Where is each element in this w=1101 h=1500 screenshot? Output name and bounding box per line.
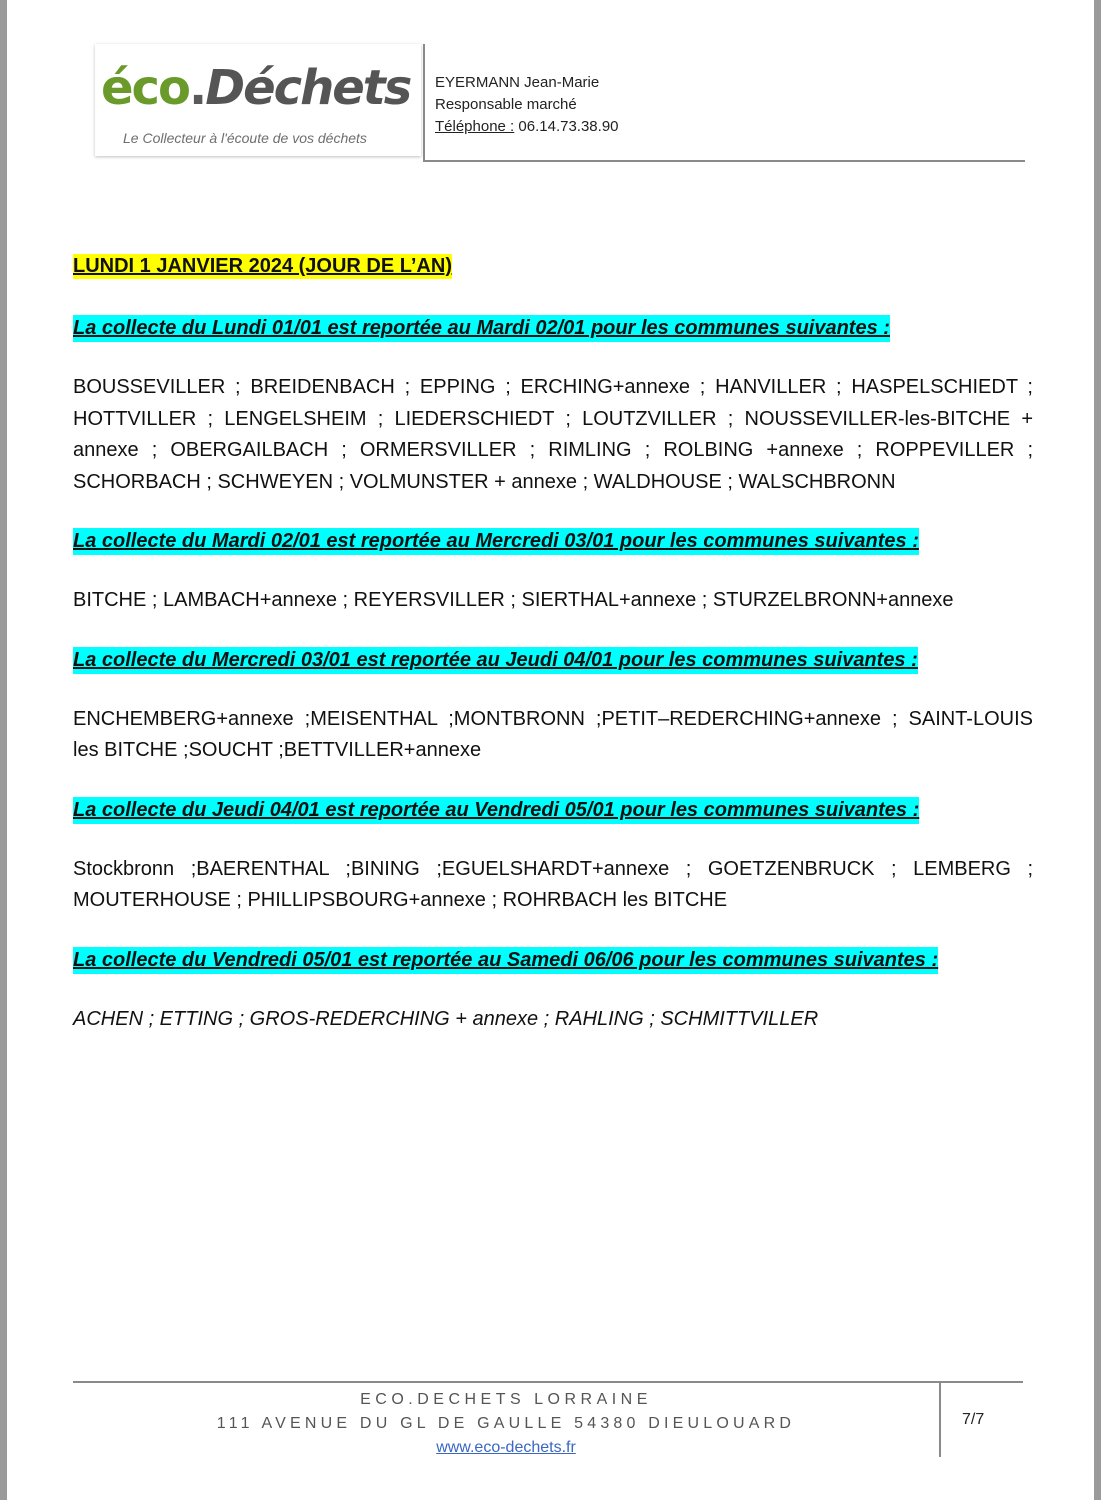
section-heading (73, 797, 1033, 824)
commune-list: ACHEN ; ETTING ; GROS-REDERCHING + annexe ; RAHLING ; SCHMITTVILLER (73, 1007, 819, 1030)
phone-value: 06.14.73.38.90 (518, 118, 619, 135)
page-title: LUNDI 1 JANVIER 2024 (JOUR DE L’AN) (73, 255, 452, 277)
section-heading (73, 647, 1033, 674)
logo-tagline: Le Collecteur à l'écoute de vos déchets (123, 130, 367, 146)
section-heading (73, 528, 1033, 555)
contact-phone (435, 116, 619, 138)
page-number: 7/7 (962, 1411, 985, 1428)
commune-list: Stockbronn ;BAERENTHAL ;BINING ;EGUELSHARDT+annexe ; GOETZENBRUCK ; LEMBERG ; MOUTERHOUSE ; PHILLIPSBOURG+annexe ; ROHRBACH les BITCHE (73, 857, 1033, 911)
logo-eco-text: éco (101, 60, 189, 116)
section-heading (73, 315, 1033, 342)
footer-divider-horizontal (73, 1381, 1023, 1383)
logo-dot-text: . (188, 60, 206, 116)
website-link[interactable]: www.eco-dechets.fr (436, 1439, 576, 1456)
eco-dechets-logo (95, 44, 421, 156)
commune-list: ENCHEMBERG+annexe ;MEISENTHAL ;MONTBRONN ;PETIT–REDERCHING+annexe ; SAINT-LOUIS les BITCHE ;SOUCHT ;BETTVILLER+annexe (73, 707, 1033, 761)
contact-block (435, 72, 619, 138)
section-heading-text: La collecte du Mercredi 03/01 est reportée au Jeudi 04/01 pour les communes suivantes : (73, 647, 918, 674)
section-heading (73, 947, 1033, 974)
section-heading-text: La collecte du Mardi 02/01 est reportée au Mercredi 03/01 pour les communes suivantes : (73, 528, 919, 555)
logo-dechets-text: Déchets (205, 60, 411, 116)
header-divider-horizontal (423, 160, 1025, 162)
footer-divider-vertical (939, 1383, 941, 1457)
contact-name: EYERMANN Jean-Marie (435, 74, 600, 91)
document-page (7, 0, 1094, 1500)
footer-company: ECO.DECHETS LORRAINE (360, 1391, 652, 1408)
section-heading-text: La collecte du Jeudi 04/01 est reportée au Vendredi 05/01 pour les communes suivantes : (73, 797, 919, 824)
section-heading-text: La collecte du Vendredi 05/01 est reportée au Samedi 06/06 pour les communes suivantes : (73, 947, 938, 974)
header-divider-vertical (423, 44, 425, 162)
footer (73, 1388, 939, 1460)
commune-list: BITCHE ; LAMBACH+annexe ; REYERSVILLER ; SIERTHAL+annexe ; STURZELBRONN+annexe (73, 589, 954, 611)
commune-list: BOUSSEVILLER ; BREIDENBACH ; EPPING ; ERCHING+annexe ; HANVILLER ; HASPELSCHIEDT ; HOTTVILLER ; LENGELSHEIM ; LIEDERSCHIEDT ; LOUTZVILLER ; NOUSSEVILLER-les-BITCHE + annexe ; OBERGAILBACH ; ORMERSVILLER ; RIMLING ; ROLBING +annexe ; ROPPEVILLER ; SCHORBACH ; SCHWEYEN ; VOLMUNSTER + annexe ; WALDHOUSE ; WALSCHBRONN (73, 376, 1033, 493)
contact-role: Responsable marché (435, 96, 577, 113)
footer-address: 111 AVENUE DU GL DE GAULLE 54380 DIEULOUARD (216, 1415, 796, 1432)
document-content (73, 254, 1033, 1065)
phone-label: Téléphone : (435, 118, 515, 135)
section-heading-text: La collecte du Lundi 01/01 est reportée au Mardi 02/01 pour les communes suivantes : (73, 315, 890, 342)
logo-wordmark (101, 60, 410, 116)
